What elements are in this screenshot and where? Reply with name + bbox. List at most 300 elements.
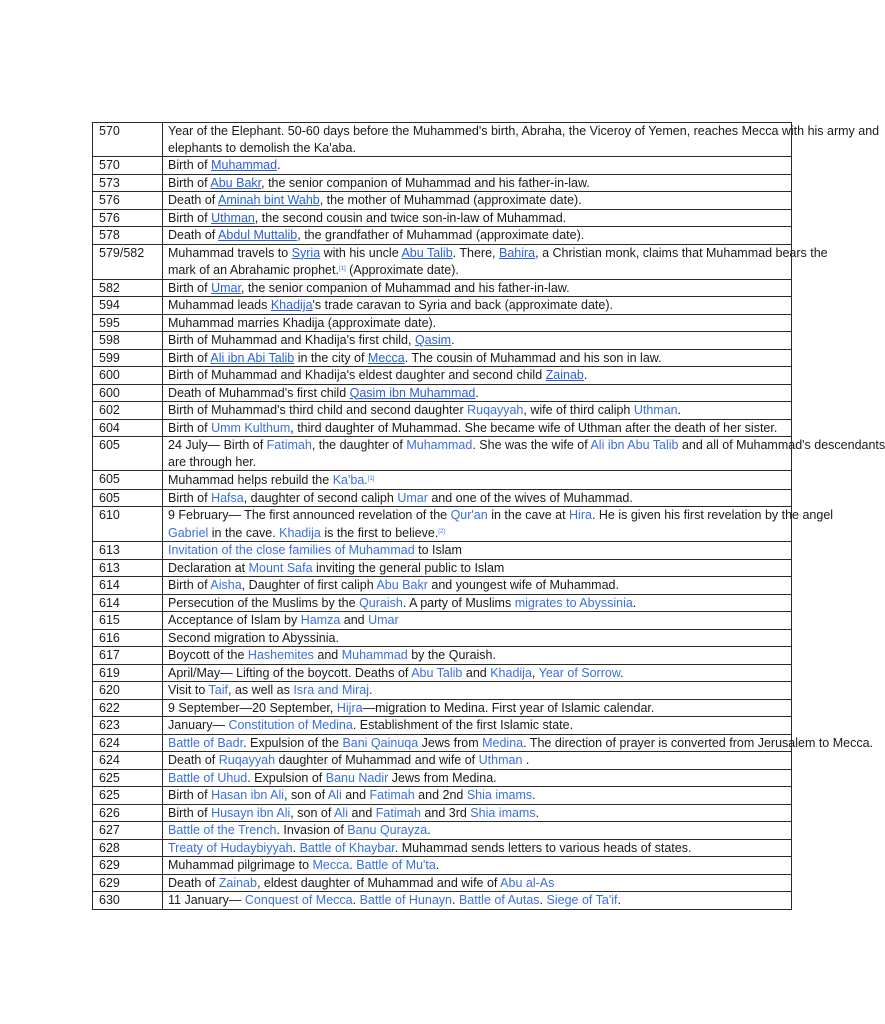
event-text: . Establishment of the first Islamic state. <box>352 718 574 732</box>
event-text-line <box>168 735 874 752</box>
year-cell: 616 <box>93 629 163 647</box>
table-row <box>93 489 792 507</box>
event-text: mark of an Abrahamic prophet. <box>168 263 339 277</box>
event-text-line <box>168 822 791 839</box>
event-text: . <box>677 403 682 417</box>
event-cell <box>163 123 880 157</box>
event-text: , son of <box>284 788 328 802</box>
year-cell: 576 <box>93 209 163 227</box>
event-text: Persecution of the Muslims by the <box>168 595 360 610</box>
footnote-ref-link[interactable]: [1] <box>338 266 346 272</box>
event-text-line <box>168 875 791 892</box>
event-cell <box>163 839 792 857</box>
table-row <box>93 647 792 665</box>
event-text-line <box>168 454 791 471</box>
event-link[interactable]: Abu Talib <box>411 665 463 680</box>
event-cell <box>163 647 792 665</box>
year-cell: 614 <box>93 594 163 612</box>
year-cell: 594 <box>93 297 163 315</box>
event-cell <box>163 174 792 192</box>
year-cell: 602 <box>93 402 163 420</box>
year-cell: 622 <box>93 699 163 717</box>
year-cell: 598 <box>93 332 163 350</box>
event-text: . The direction of prayer is converted from Jerusalem to Mecca. <box>523 735 874 750</box>
event-text: , the senior companion of Muhammad and his father-in-law. <box>240 280 570 295</box>
year-cell: 614 <box>93 577 163 595</box>
event-link[interactable]: Zainab <box>218 875 257 890</box>
year-cell: 630 <box>93 892 163 910</box>
event-cell <box>163 419 792 437</box>
event-text: 's trade caravan to Syria and back (approximate date). <box>312 298 613 312</box>
event-link[interactable]: Aminah bint Wahb <box>218 193 320 207</box>
event-link[interactable]: Abu Talib <box>401 245 453 260</box>
event-text-line <box>168 385 791 402</box>
event-text: Birth of <box>168 280 212 295</box>
event-text: , a Christian monk, claims that Muhammad bears the <box>535 245 828 260</box>
event-text: and youngest wife of Muhammad. <box>427 578 619 592</box>
year-cell: 604 <box>93 419 163 437</box>
event-text-line <box>168 420 791 437</box>
event-link[interactable]: Ali <box>327 788 342 802</box>
event-cell <box>163 332 792 350</box>
event-text: Death of <box>168 193 219 207</box>
event-text: Birth of <box>168 578 211 592</box>
event-cell <box>163 699 792 717</box>
event-text-line <box>168 612 791 629</box>
year-cell: 613 <box>93 559 163 577</box>
table-row <box>93 157 792 175</box>
event-cell <box>163 192 792 210</box>
event-cell <box>163 612 792 630</box>
event-text-line <box>168 471 791 489</box>
year-cell: 573 <box>93 174 163 192</box>
event-link[interactable]: Khadija <box>279 525 321 540</box>
event-link[interactable]: Hijra <box>336 700 363 715</box>
event-link[interactable]: Bani Qainuqa <box>342 735 419 750</box>
event-cell <box>163 244 828 279</box>
event-link[interactable]: Fatimah <box>266 438 312 452</box>
event-link[interactable]: Umm Kulthum <box>211 420 291 435</box>
table-row <box>93 874 792 892</box>
event-text: . Expulsion of <box>247 770 326 785</box>
event-link[interactable]: Mount Safa <box>248 560 313 575</box>
event-text-line <box>168 490 791 507</box>
year-cell: 600 <box>93 384 163 402</box>
table-row <box>93 769 792 787</box>
event-link[interactable]: Hafsa <box>211 490 244 505</box>
event-text: daughter of Muhammad and wife of <box>275 753 479 767</box>
table-row <box>93 734 792 752</box>
event-link[interactable]: Battle of Hunayn <box>359 893 452 907</box>
event-text: Muhammad leads <box>168 298 271 312</box>
event-text: . <box>451 333 455 347</box>
event-text: , daughter of second caliph <box>243 490 398 505</box>
year-cell: 627 <box>93 822 163 840</box>
year-cell: 620 <box>93 682 163 700</box>
event-text: inviting the general public to Islam <box>312 560 505 575</box>
year-cell: 600 <box>93 367 163 385</box>
year-cell: 610 <box>93 507 163 542</box>
event-link[interactable]: Abu Bakr <box>210 175 262 190</box>
footnote-ref-link[interactable]: [2] <box>438 528 445 535</box>
event-link[interactable]: Umar <box>211 280 241 295</box>
table-row <box>93 612 792 630</box>
event-text-line <box>168 857 791 874</box>
event-link[interactable]: Khadija <box>490 665 532 680</box>
year-cell: 599 <box>93 349 163 367</box>
event-text: Muhammad pilgrimage to <box>168 858 313 872</box>
year-cell: 628 <box>93 839 163 857</box>
year-cell: 623 <box>93 717 163 735</box>
event-link[interactable]: Mecca <box>312 858 350 872</box>
event-text-line <box>168 770 791 787</box>
table-row <box>93 332 792 350</box>
event-text-line <box>168 210 791 227</box>
event-text-line <box>168 665 791 682</box>
event-text: . <box>352 893 360 907</box>
event-link[interactable]: Hira <box>569 508 592 522</box>
event-text: , the senior companion of Muhammad and his father-in-law. <box>261 175 590 190</box>
event-link[interactable]: Muhammad <box>406 438 473 452</box>
event-text-line <box>168 630 791 647</box>
event-text-line <box>168 350 791 367</box>
event-text: 24 July— Birth of <box>168 438 267 452</box>
event-link[interactable]: Battle of Autas <box>458 893 540 907</box>
event-link[interactable]: migrates to Abyssinia <box>514 595 633 610</box>
table-row <box>93 402 792 420</box>
event-link[interactable]: Constitution of Medina <box>228 718 353 732</box>
event-text: Muhammad travels to <box>168 245 292 260</box>
table-row <box>93 542 792 560</box>
event-cell <box>163 384 792 402</box>
event-cell <box>163 157 792 175</box>
event-link[interactable]: Fatimah <box>375 805 421 820</box>
event-text-line <box>168 245 828 262</box>
event-text: Birth of Muhammad and Khadija's eldest daughter and second child <box>168 368 546 382</box>
event-text: Birth of <box>168 420 212 435</box>
event-text: . <box>583 368 588 382</box>
event-text: and <box>347 805 376 820</box>
event-cell <box>163 752 792 770</box>
year-cell: 617 <box>93 647 163 665</box>
event-text: January— <box>168 718 229 732</box>
event-cell <box>163 227 792 245</box>
event-text-line <box>168 192 791 209</box>
event-text-line <box>168 140 791 157</box>
event-text: . The cousin of Muhammad and his son in law. <box>404 350 662 365</box>
year-cell: 595 <box>93 314 163 332</box>
event-cell <box>163 349 792 367</box>
event-cell <box>163 629 792 647</box>
event-text-line <box>168 261 791 279</box>
event-cell <box>163 734 874 752</box>
event-link[interactable]: Hasan ibn Ali <box>211 788 285 802</box>
table-row <box>93 192 792 210</box>
event-text: and all of Muhammad's descendants <box>678 438 885 452</box>
event-text-line <box>168 542 791 559</box>
event-link[interactable]: Ali <box>334 805 348 820</box>
event-link[interactable]: Uthman <box>478 753 523 767</box>
event-link[interactable]: Banu Qurayza <box>347 823 428 837</box>
event-text: Declaration at <box>168 560 249 575</box>
event-link[interactable]: Battle of Badr <box>168 735 244 750</box>
event-link[interactable]: Aisha <box>210 578 242 592</box>
event-link[interactable]: Muhammad <box>341 648 408 662</box>
event-link[interactable]: Ruqayyah <box>467 403 524 417</box>
event-text: in the cave. <box>208 525 280 540</box>
event-text: elephants to demolish the Ka'aba. <box>168 140 356 155</box>
event-text: . <box>475 385 479 400</box>
event-text: . <box>435 858 440 872</box>
table-row <box>93 839 792 857</box>
event-link[interactable]: Mecca <box>367 350 405 365</box>
year-cell: 605 <box>93 437 163 471</box>
event-cell <box>163 209 792 227</box>
event-text-line <box>168 647 791 664</box>
event-link[interactable]: Syria <box>291 245 321 260</box>
event-link[interactable]: Shia imams <box>466 788 533 802</box>
event-text: Acceptance of Islam by <box>168 613 301 627</box>
event-link[interactable]: Zainab <box>545 368 584 382</box>
year-cell: 570 <box>93 123 163 157</box>
event-text-line <box>168 752 791 769</box>
year-cell: 626 <box>93 804 163 822</box>
event-link[interactable]: Ali ibn Abi Talib <box>210 350 295 365</box>
event-text-line <box>168 437 885 454</box>
table-row <box>93 752 792 770</box>
event-text-line <box>168 297 791 314</box>
year-cell: 579/582 <box>93 244 163 279</box>
event-link[interactable]: Bahira <box>498 245 536 260</box>
event-link[interactable]: Quraish <box>359 595 403 610</box>
event-text-line <box>168 682 791 699</box>
event-text: Birth of <box>168 175 211 190</box>
event-link[interactable]: Qur'an <box>450 508 488 522</box>
table-row <box>93 419 792 437</box>
table-row <box>93 209 792 227</box>
event-link[interactable]: Khadija <box>270 298 313 312</box>
table-row <box>93 629 792 647</box>
event-text: Birth of Muhammad's third child and second daughter <box>168 403 468 417</box>
event-text: Second migration to Abyssinia. <box>168 630 339 645</box>
event-text: and 3rd <box>420 805 471 820</box>
event-text: , as well as <box>228 683 294 697</box>
event-text: . <box>617 893 621 907</box>
event-cell <box>163 787 792 805</box>
event-text: and 2nd <box>414 788 467 802</box>
year-cell: 615 <box>93 612 163 630</box>
event-link[interactable]: Shia imams <box>470 805 536 820</box>
event-text: , eldest daughter of Muhammad and wife of <box>256 875 501 890</box>
event-text: Birth of <box>168 490 212 505</box>
event-text: to Islam <box>414 543 462 557</box>
event-text-line <box>168 524 791 542</box>
event-link[interactable]: Hashemites <box>247 648 314 662</box>
event-link[interactable]: Treaty of Hudaybiyyah <box>168 840 293 855</box>
event-cell <box>163 664 792 682</box>
event-text-line <box>168 595 791 612</box>
event-text: 11 January— <box>168 893 245 907</box>
event-text: , the mother of Muhammad (approximate date). <box>319 193 582 207</box>
event-link[interactable]: Hamza <box>300 613 341 627</box>
event-text: , <box>531 665 539 680</box>
event-link[interactable]: Umar <box>397 490 428 505</box>
event-text-line <box>168 332 791 349</box>
event-text-line <box>168 280 791 297</box>
event-cell <box>163 717 792 735</box>
event-link[interactable]: Ruqayyah <box>218 753 276 767</box>
table-row <box>93 507 792 542</box>
event-cell <box>163 367 792 385</box>
event-text: (Approximate date). <box>345 263 459 277</box>
event-text: . <box>451 893 459 907</box>
event-text: , the grandfather of Muhammad (approximate date). <box>297 228 585 242</box>
event-link[interactable]: Umar <box>368 613 399 627</box>
event-link[interactable]: Invitation of the close families of Muhammad <box>168 543 415 557</box>
event-text: in the city of <box>294 350 368 365</box>
event-cell <box>163 507 834 542</box>
event-cell <box>163 682 792 700</box>
year-cell: 576 <box>93 192 163 210</box>
event-link[interactable]: Siege of Ta'if <box>546 893 618 907</box>
event-cell <box>163 437 885 471</box>
event-text: Death of <box>168 875 219 890</box>
event-text: , the daughter of <box>311 438 407 452</box>
event-text-line <box>168 157 791 174</box>
event-text: . A party of Muslims <box>402 595 515 610</box>
event-text: . Expulsion of the <box>243 735 343 750</box>
event-link[interactable]: Banu Nadir <box>325 770 389 785</box>
year-cell: 605 <box>93 489 163 507</box>
event-link[interactable]: Abu Bakr <box>376 578 428 592</box>
year-cell: 624 <box>93 734 163 752</box>
event-link[interactable]: Battle of Mu'ta <box>356 858 436 872</box>
event-text: , wife of third caliph <box>523 403 634 417</box>
table-row <box>93 471 792 490</box>
event-link[interactable]: Uthman <box>633 403 678 417</box>
event-cell <box>163 471 792 490</box>
event-text-line <box>168 840 791 857</box>
table-row <box>93 822 792 840</box>
event-text-line <box>168 805 791 822</box>
event-link[interactable]: Uthman <box>211 210 255 225</box>
event-text: in the cave at <box>487 508 570 522</box>
event-text: is the first to believe. <box>320 525 439 540</box>
event-text-line <box>168 717 791 734</box>
event-text: and one of the wives of Muhammad. <box>427 490 633 505</box>
event-text: . She was the wife of <box>472 438 591 452</box>
event-text: , son of <box>290 805 335 820</box>
event-link[interactable]: Gabriel <box>168 525 209 540</box>
year-cell: 619 <box>93 664 163 682</box>
table-row <box>93 787 792 805</box>
event-text: Boycott of the <box>168 648 248 662</box>
event-text: 9 February— The first announced revelation of the <box>168 508 451 522</box>
event-text: 9 September—20 September, <box>168 700 337 715</box>
table-row <box>93 804 792 822</box>
year-cell: 613 <box>93 542 163 560</box>
timeline-body <box>93 123 885 910</box>
event-text: Birth of <box>168 805 212 820</box>
event-text-line <box>168 175 791 192</box>
event-text: Muhammad helps rebuild the <box>168 473 333 487</box>
event-text: Birth of <box>168 788 212 802</box>
event-link[interactable]: Abu al-As <box>500 875 555 890</box>
event-link[interactable]: Battle of Khaybar <box>299 840 395 855</box>
table-row <box>93 682 792 700</box>
table-row <box>93 717 792 735</box>
event-text: Year of the Elephant. 50-60 days before the Muhammed's birth, Abraha, the Viceroy of Yemen, reaches Mecca with his army and <box>168 124 880 138</box>
table-row <box>93 594 792 612</box>
event-text: Death of <box>168 228 219 242</box>
event-cell <box>163 804 792 822</box>
event-link[interactable]: Abdul Muttalib <box>218 228 298 242</box>
event-text-line <box>168 892 791 909</box>
event-text: Muhammad marries Khadija (approximate date). <box>168 315 437 330</box>
table-row <box>93 123 792 157</box>
event-cell <box>163 577 792 595</box>
table-row <box>93 349 792 367</box>
footnote-ref-link[interactable]: [1] <box>367 476 375 482</box>
event-text: Birth of <box>168 350 211 365</box>
event-link[interactable]: Conquest of Mecca <box>244 893 353 907</box>
event-text: , the second cousin and twice son-in-law of Muhammad. <box>254 210 567 225</box>
event-text: Birth of <box>168 158 212 172</box>
event-text: , Daughter of first caliph <box>241 578 377 592</box>
event-cell <box>163 857 792 875</box>
event-link[interactable]: Ali ibn Abu Talib <box>590 438 679 452</box>
table-row <box>93 297 792 315</box>
table-row <box>93 384 792 402</box>
event-text: Death of Muhammad's first child <box>168 385 350 400</box>
event-cell <box>163 402 792 420</box>
event-cell <box>163 594 792 612</box>
event-link[interactable]: Battle of the Trench <box>168 823 277 837</box>
year-cell: 624 <box>93 752 163 770</box>
table-row <box>93 174 792 192</box>
event-link[interactable]: Year of Sorrow <box>538 665 621 680</box>
event-link[interactable]: Qasim <box>414 333 452 347</box>
event-text: and <box>340 613 369 627</box>
event-text: . <box>427 823 431 837</box>
event-text-line <box>168 787 791 804</box>
table-row <box>93 699 792 717</box>
event-text: . <box>535 805 540 820</box>
event-text: . <box>349 858 357 872</box>
event-text: and <box>462 665 491 680</box>
table-row <box>93 227 792 245</box>
event-cell <box>163 559 792 577</box>
event-link[interactable]: Muhammad <box>211 158 278 172</box>
event-link[interactable]: Medina <box>482 735 524 750</box>
event-text: Visit to <box>168 683 209 697</box>
event-link[interactable]: Husayn ibn Ali <box>211 805 291 820</box>
table-row <box>93 857 792 875</box>
table-row <box>93 559 792 577</box>
event-link[interactable]: Fatimah <box>369 788 415 802</box>
event-link[interactable]: Ka'ba. <box>332 473 368 487</box>
event-link[interactable]: Battle of Uhud <box>168 770 248 785</box>
event-text: . <box>632 595 637 610</box>
table-row <box>93 314 792 332</box>
event-link[interactable]: Taif <box>208 683 228 697</box>
event-link[interactable]: Isra and Miraj <box>293 683 370 697</box>
event-text: April/May— Lifting of the boycott. Deaths of <box>168 665 412 680</box>
event-text: with his uncle <box>320 245 402 260</box>
event-text-line <box>168 402 791 419</box>
year-cell: 570 <box>93 157 163 175</box>
event-link[interactable]: Qasim ibn Muhammad <box>349 385 476 400</box>
